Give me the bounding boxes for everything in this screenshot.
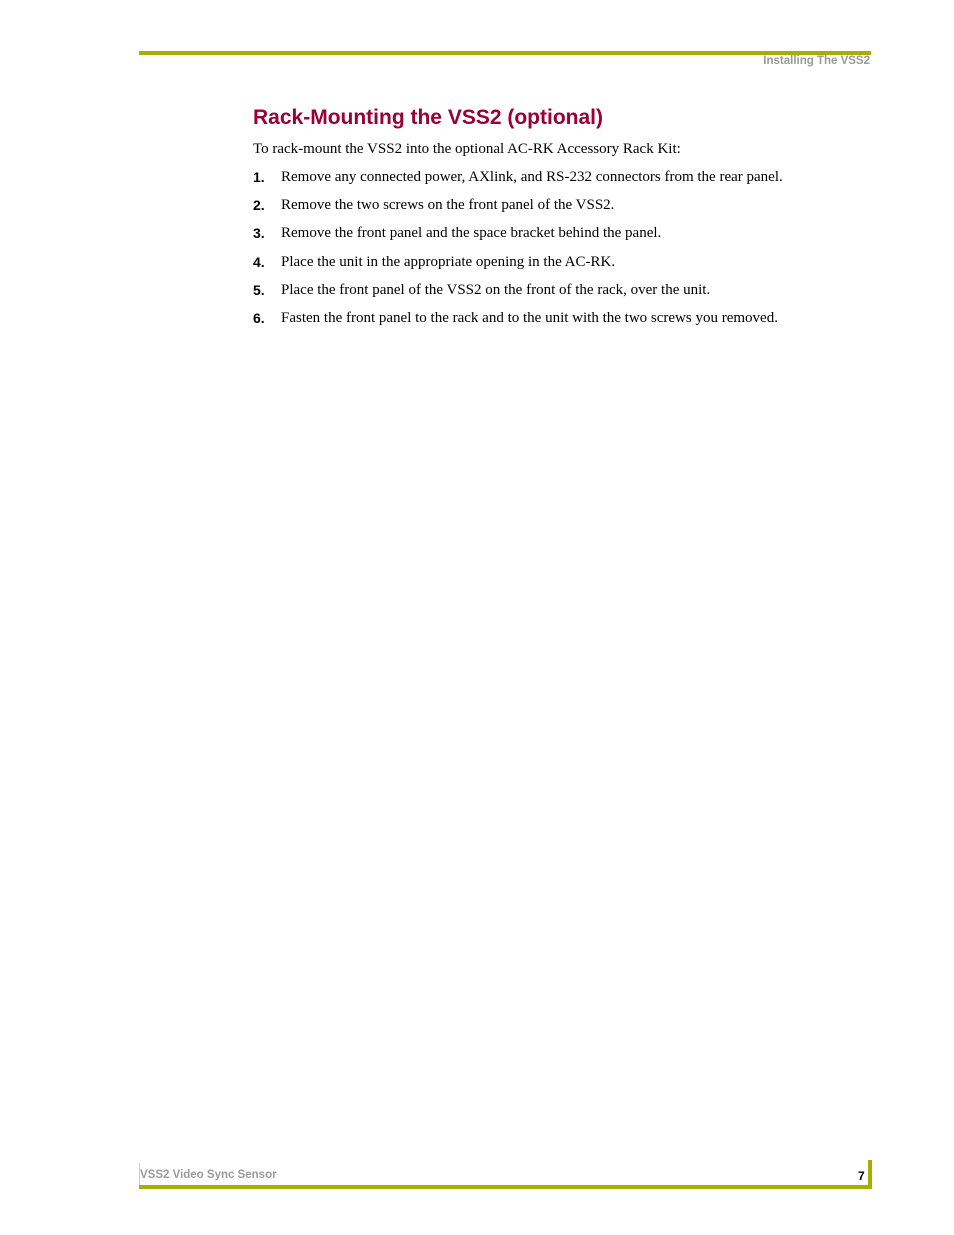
step-item — [253, 281, 853, 309]
main-content — [253, 104, 853, 337]
header-rule — [139, 51, 871, 55]
running-footer: VSS2 Video Sync Sensor — [140, 1169, 277, 1181]
step-item — [253, 168, 853, 196]
step-item — [253, 253, 853, 281]
step-number: 6. — [253, 309, 265, 326]
step-number: 3. — [253, 225, 265, 242]
step-text: Place the unit in the appropriate opening in the AC-RK. — [281, 253, 616, 270]
step-text: Fasten the front panel to the rack and to the unit with the two screws you removed. — [281, 309, 778, 326]
steps-list — [253, 168, 853, 337]
step-item — [253, 309, 853, 337]
step-text: Remove any connected power, AXlink, and RS-232 connectors from the rear panel. — [281, 169, 783, 185]
step-text: Place the front panel of the VSS2 on the front of the rack, over the unit. — [281, 281, 711, 298]
step-text: Remove the two screws on the front panel of the VSS2. — [281, 197, 615, 214]
step-number: 4. — [253, 253, 265, 270]
step-number: 5. — [253, 281, 265, 298]
step-item — [253, 224, 853, 252]
step-item — [253, 196, 853, 224]
section-intro: To rack-mount the VSS2 into the optional AC-RK Accessory Rack Kit: — [253, 141, 681, 157]
section-title: Rack-Mounting the VSS2 (optional) — [253, 106, 603, 129]
step-number: 2. — [253, 197, 265, 214]
step-text: Remove the front panel and the space bracket behind the panel. — [281, 225, 662, 242]
running-header: Installing The VSS2 — [763, 55, 870, 67]
footer-rule — [139, 1185, 871, 1189]
page-number: 7 — [858, 1169, 865, 1183]
step-number: 1. — [253, 169, 265, 185]
